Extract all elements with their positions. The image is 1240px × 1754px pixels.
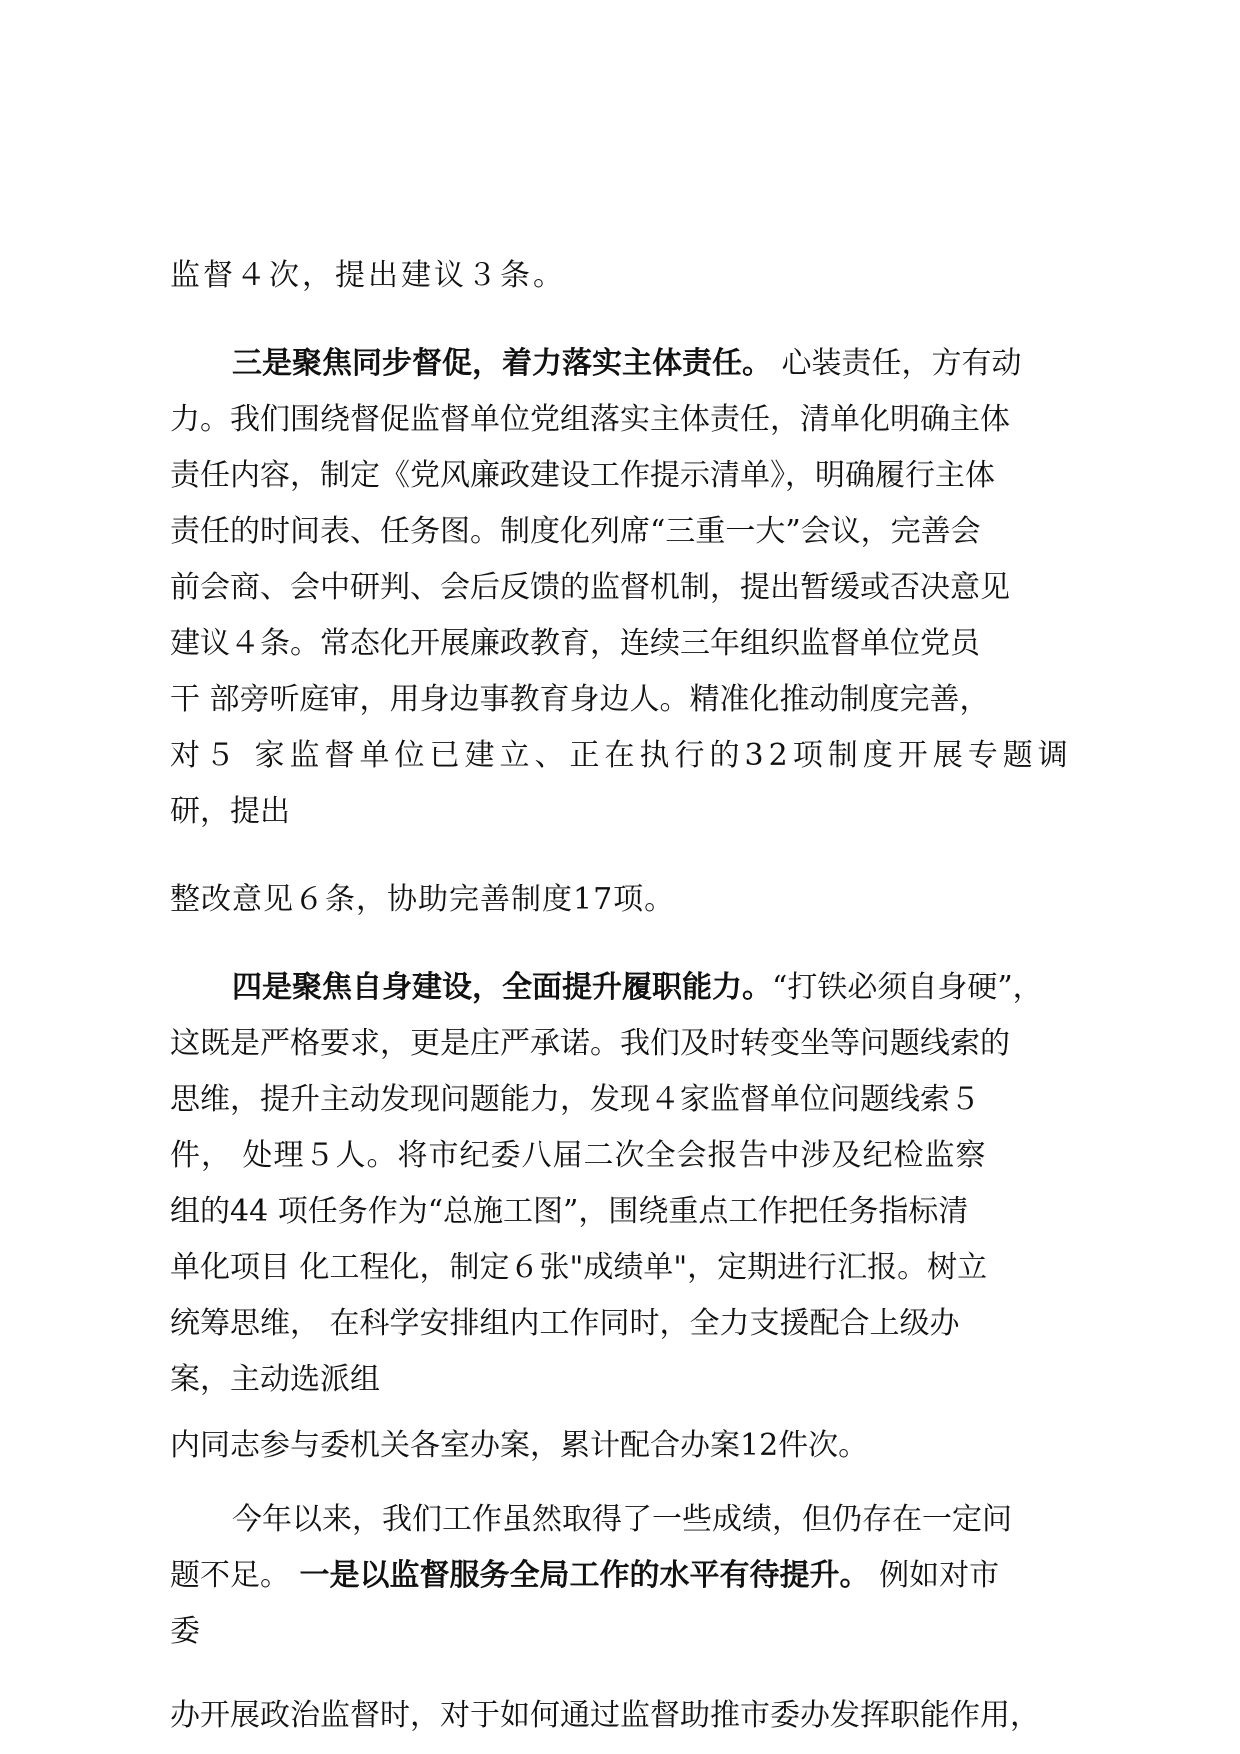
text-line: 这既是严格要求，更是庄严承诺。我们及时转变坐等问题线索的: [170, 1026, 1010, 1061]
text-line: 建议４条。常态化开展廉政教育，连续三年组织监督单位党员: [170, 626, 980, 661]
text-line: 委: [170, 1614, 200, 1649]
text-line: 责任的时间表、任务图。制度化列席“三重一大”会议，完善会: [170, 514, 981, 549]
text-line: 干 部旁听庭审，用身边事教育身边人。精准化推动制度完善，: [170, 682, 990, 717]
paragraph-heading-line: [232, 968, 1090, 1008]
text-run: “打铁必须自身硬”，: [772, 970, 1043, 1005]
text-line: 案，主动选派组: [170, 1362, 380, 1397]
text-line: 研，提出: [170, 794, 290, 829]
text-line: 监督４次，提出建议３条。: [170, 258, 566, 293]
text-run: 例如对市: [869, 1558, 1000, 1593]
text-line: 内同志参与委机关各室办案，累计配合办案12件次。: [170, 1428, 869, 1463]
text-run: 题不足。: [170, 1558, 300, 1593]
text-line: 整改意见６条，协助完善制度17项。: [170, 882, 676, 917]
text-line: 件， 处理５人。将市纪委八届二次全会报告中涉及纪检监察: [170, 1138, 987, 1173]
paragraph-heading-line: [232, 344, 1090, 384]
text-line: 组的44 项任务作为“总施工图”，围绕重点工作把任务指标清: [170, 1194, 969, 1229]
paragraph-heading-line: [170, 1556, 1090, 1596]
text-run: 心装责任，方有动: [772, 346, 1022, 381]
bold-heading: 一是以监督服务全局工作的水平有待提升。: [299, 1558, 870, 1593]
bold-heading: 四是聚焦自身建设，全面提升履职能力。: [232, 970, 772, 1005]
text-line: 今年以来，我们工作虽然取得了一些成绩，但仍存在一定问: [232, 1502, 1012, 1537]
text-line: 办开展政治监督时，对于如何通过监督助推市委办发挥职能作用，: [170, 1698, 1040, 1733]
text-line: 思维，提升主动发现问题能力，发现４家监督单位问题线索５: [170, 1082, 980, 1117]
bold-heading: 三是聚焦同步督促，着力落实主体责任。: [232, 346, 772, 381]
text-line: 对５ 家监督单位已建立、正在执行的32项制度开展专题调: [170, 738, 1073, 773]
text-line: 前会商、会中研判、会后反馈的监督机制，提出暂缓或否决意见: [170, 570, 1010, 605]
text-line: 力。我们围绕督促监督单位党组落实主体责任，清单化明确主体: [170, 402, 1010, 437]
text-line: 责任内容，制定《党风廉政建设工作提示清单》，明确履行主体: [170, 458, 995, 493]
text-line: 单化项目 化工程化，制定６张"成绩单"，定期进行汇报。树立: [170, 1250, 988, 1285]
text-line: 统筹思维， 在科学安排组内工作同时，全力支援配合上级办: [170, 1306, 960, 1341]
